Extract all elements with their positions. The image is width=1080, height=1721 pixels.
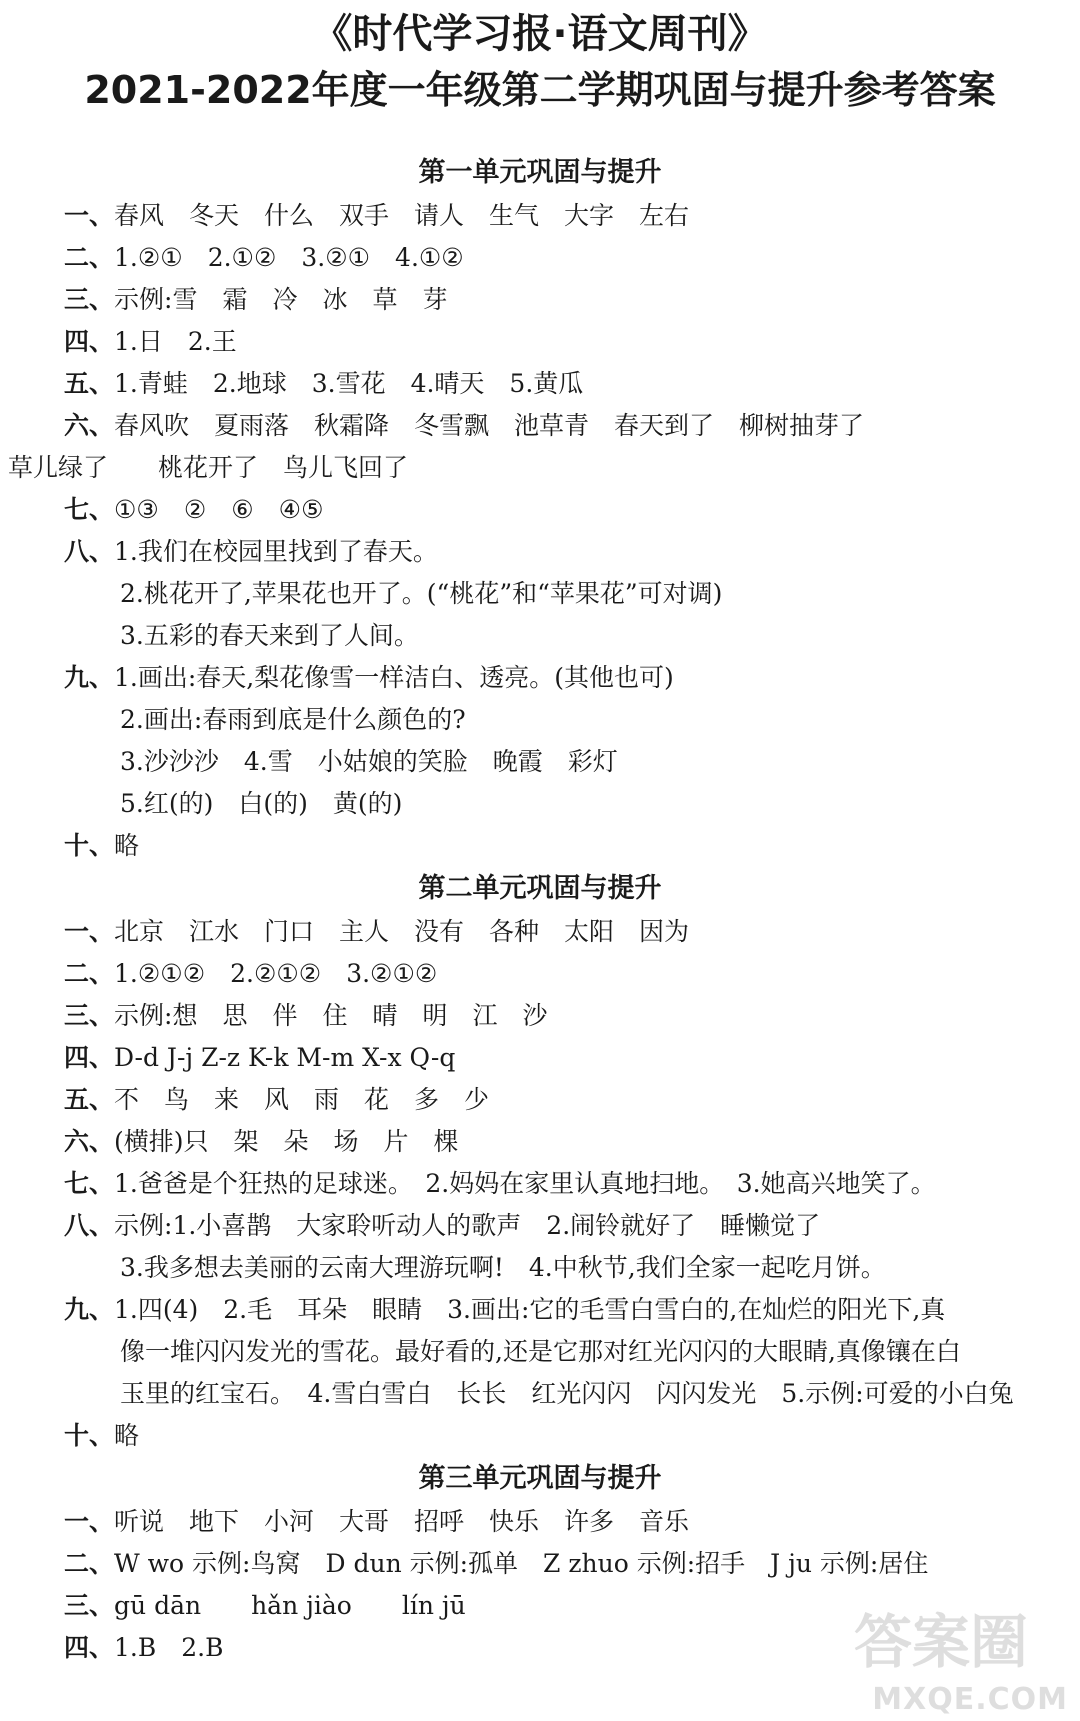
question-number: 七、 — [64, 1169, 115, 1198]
answer-line — [0, 489, 1080, 531]
answer-text: 1.画出:春天,梨花像雪一样洁白、透亮。(其他也可) — [114, 663, 674, 692]
answer-text: (横排)只 架 朵 场 片 棵 — [114, 1127, 459, 1156]
answer-line — [0, 195, 1080, 237]
question-number: 二、 — [64, 959, 115, 988]
answer-line — [0, 531, 1080, 573]
unit-heading: 第一单元巩固与提升 — [418, 157, 662, 188]
watermark-url: MXQE.COM — [872, 1682, 1068, 1717]
question-number: 二、 — [64, 243, 115, 272]
answer-line — [0, 321, 1080, 363]
question-number: 九、 — [64, 1295, 115, 1324]
question-number: 三、 — [64, 1591, 115, 1620]
answer-text: 1.②①② 2.②①② 3.②①② — [114, 959, 438, 988]
answer-text: 草儿绿了 桃花开了 鸟儿飞回了 — [8, 453, 409, 482]
answer-text: 3.我多想去美丽的云南大理游玩啊! 4.中秋节,我们全家一起吃月饼。 — [120, 1253, 886, 1282]
page-subtitle: 2021-2022年度一年级第二学期巩固与提升参考答案 — [84, 68, 996, 112]
answer-line — [0, 1121, 1080, 1163]
watermark-logo: 答案圈 — [853, 1608, 1028, 1676]
answer-text: gū dān hǎn jiào lín jū — [114, 1591, 466, 1620]
answer-text: 示例:想 思 伴 住 晴 明 江 沙 — [114, 1001, 548, 1030]
answer-text: W wo 示例:鸟窝 D dun 示例:孤单 Z zhuo 示例:招手 J ju 示例:居住 — [114, 1549, 929, 1578]
question-number: 四、 — [64, 1043, 115, 1072]
answer-line — [0, 1037, 1080, 1079]
question-number: 四、 — [64, 1633, 115, 1662]
answer-line — [0, 405, 1080, 447]
answer-text: 不 鸟 来 风 雨 花 多 少 — [114, 1085, 490, 1114]
answer-text: 1.我们在校园里找到了春天。 — [114, 537, 438, 566]
answer-line — [0, 615, 1080, 657]
question-number: 二、 — [64, 1549, 115, 1578]
answer-line — [0, 1205, 1080, 1247]
question-number: 一、 — [64, 917, 115, 946]
answer-line — [0, 699, 1080, 741]
answer-text: 北京 江水 门口 主人 没有 各种 太阳 因为 — [114, 917, 690, 946]
answer-text: 3.五彩的春天来到了人间。 — [120, 621, 419, 650]
question-number: 十、 — [64, 1421, 115, 1450]
answer-text: 1.B 2.B — [114, 1633, 224, 1662]
question-number: 九、 — [64, 663, 115, 692]
answer-line — [0, 1289, 1080, 1331]
answer-text: 1.日 2.王 — [114, 327, 237, 356]
question-number: 一、 — [64, 201, 115, 230]
question-number: 十、 — [64, 831, 115, 860]
answer-text: 春风 冬天 什么 双手 请人 生气 大字 左右 — [114, 201, 690, 230]
answer-line — [0, 279, 1080, 321]
answer-text: ①③ ② ⑥ ④⑤ — [114, 495, 324, 524]
answer-line — [0, 657, 1080, 699]
answer-text: 略 — [114, 1421, 140, 1450]
question-number: 八、 — [64, 537, 115, 566]
answer-text: 像一堆闪闪发光的雪花。最好看的,还是它那对红光闪闪的大眼睛,真像镶在白 — [120, 1337, 961, 1366]
answer-line — [0, 363, 1080, 405]
answer-text: 1.②① 2.①② 3.②① 4.①② — [114, 243, 464, 272]
answer-line — [0, 741, 1080, 783]
answer-line — [0, 995, 1080, 1037]
answer-text: 2.桃花开了,苹果花也开了。(“桃花”和“苹果花”可对调) — [120, 579, 723, 608]
question-number: 一、 — [64, 1507, 115, 1536]
question-number: 四、 — [64, 327, 115, 356]
answer-text: 略 — [114, 831, 140, 860]
answer-text: 1.四(4) 2.毛 耳朵 眼睛 3.画出:它的毛雪白雪白的,在灿烂的阳光下,真 — [114, 1295, 946, 1324]
answer-text: 示例:雪 霜 冷 冰 草 芽 — [114, 285, 448, 314]
answer-content — [0, 151, 1080, 1669]
answer-line — [0, 447, 1080, 489]
unit-heading: 第三单元巩固与提升 — [418, 1463, 662, 1494]
answer-line — [0, 1415, 1080, 1457]
answer-text: 玉里的红宝石。 4.雪白雪白 长长 红光闪闪 闪闪发光 5.示例:可爱的小白兔 — [120, 1379, 1014, 1408]
answer-text: 听说 地下 小河 大哥 招呼 快乐 许多 音乐 — [114, 1507, 690, 1536]
question-number: 六、 — [64, 1127, 115, 1156]
answer-text: 3.沙沙沙 4.雪 小姑娘的笑脸 晚霞 彩灯 — [120, 747, 618, 776]
answer-text: 春风吹 夏雨落 秋霜降 冬雪飘 池草青 春天到了 柳树抽芽了 — [114, 411, 865, 440]
answer-line — [0, 1331, 1080, 1373]
answer-line — [0, 237, 1080, 279]
answer-line — [0, 911, 1080, 953]
answer-line — [0, 953, 1080, 995]
question-number: 三、 — [64, 1001, 115, 1030]
answer-text: 5.红(的) 白(的) 黄(的) — [120, 789, 403, 818]
answer-text: 1.青蛙 2.地球 3.雪花 4.晴天 5.黄瓜 — [114, 369, 584, 398]
question-number: 五、 — [64, 369, 115, 398]
answer-line — [0, 825, 1080, 867]
answer-line — [0, 573, 1080, 615]
answer-line — [0, 783, 1080, 825]
answer-text: D-d J-j Z-z K-k M-m X-x Q-q — [114, 1043, 456, 1072]
question-number: 三、 — [64, 285, 115, 314]
unit-heading: 第二单元巩固与提升 — [418, 873, 662, 904]
answer-line — [0, 1373, 1080, 1415]
answer-line — [0, 1501, 1080, 1543]
question-number: 五、 — [64, 1085, 115, 1114]
watermark — [828, 1597, 1068, 1717]
answer-line — [0, 1163, 1080, 1205]
answer-line — [0, 1543, 1080, 1585]
answer-text: 1.爸爸是个狂热的足球迷。 2.妈妈在家里认真地扫地。 3.她高兴地笑了。 — [114, 1169, 936, 1198]
answer-line — [0, 1247, 1080, 1289]
question-number: 八、 — [64, 1211, 115, 1240]
page-title: 《时代学习报·语文周刊》 — [312, 11, 768, 57]
answer-text: 示例:1.小喜鹊 大家聆听动人的歌声 2.闹铃就好了 睡懒觉了 — [114, 1211, 821, 1240]
question-number: 七、 — [64, 495, 115, 524]
answer-text: 2.画出:春雨到底是什么颜色的? — [120, 705, 466, 734]
answer-line — [0, 1079, 1080, 1121]
question-number: 六、 — [64, 411, 115, 440]
